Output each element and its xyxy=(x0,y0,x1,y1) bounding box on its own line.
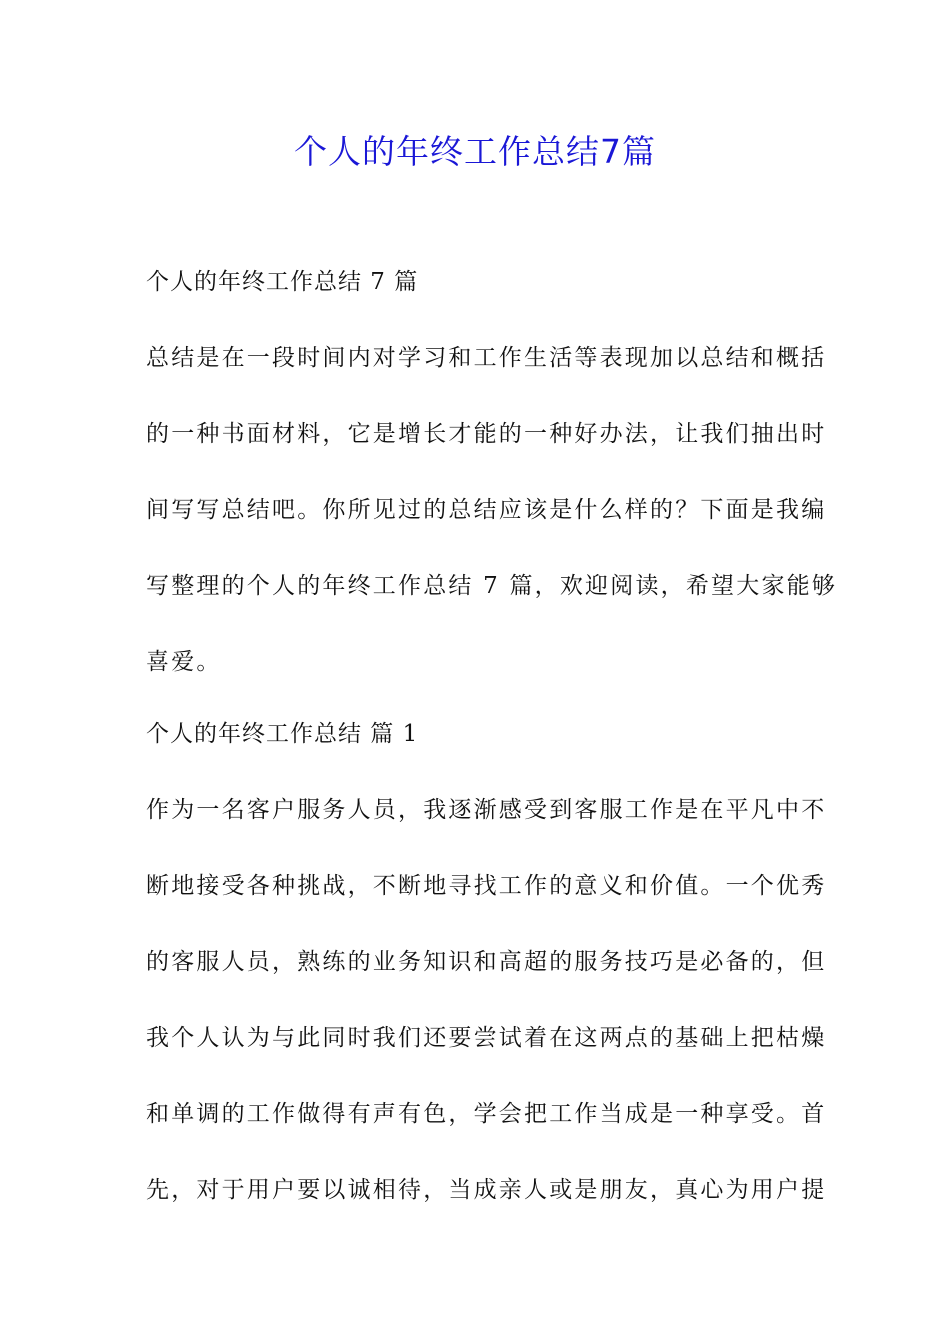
section-line: 我个人认为与此同时我们还要尝试着在这两点的基础上把枯燥 xyxy=(146,1025,827,1051)
document-title: 个人的年终工作总结7篇 xyxy=(294,132,656,171)
intro-line: 总结是在一段时间内对学习和工作生活等表现加以总结和概括 xyxy=(146,345,827,371)
section-line: 和单调的工作做得有声有色，学会把工作当成是一种享受。首 xyxy=(146,1101,827,1127)
intro-line: 喜爱。 xyxy=(146,649,222,675)
document-subtitle: 个人的年终工作总结 7 篇 xyxy=(146,269,419,295)
section-line: 先，对于用户要以诚相待，当成亲人或是朋友，真心为用户提 xyxy=(146,1177,827,1203)
intro-line: 写整理的个人的年终工作总结 7 篇，欢迎阅读，希望大家能够 xyxy=(146,573,838,599)
intro-line: 间写写总结吧。你所见过的总结应该是什么样的？下面是我编 xyxy=(146,497,827,523)
intro-line: 的一种书面材料，它是增长才能的一种好办法，让我们抽出时 xyxy=(146,421,827,447)
section-line: 作为一名客户服务人员，我逐渐感受到客服工作是在平凡中不 xyxy=(146,797,827,823)
section-line: 的客服人员，熟练的业务知识和高超的服务技巧是必备的，但 xyxy=(146,949,827,975)
section-line: 断地接受各种挑战，不断地寻找工作的意义和价值。一个优秀 xyxy=(146,873,827,899)
section-heading: 个人的年终工作总结 篇 1 xyxy=(146,721,419,747)
